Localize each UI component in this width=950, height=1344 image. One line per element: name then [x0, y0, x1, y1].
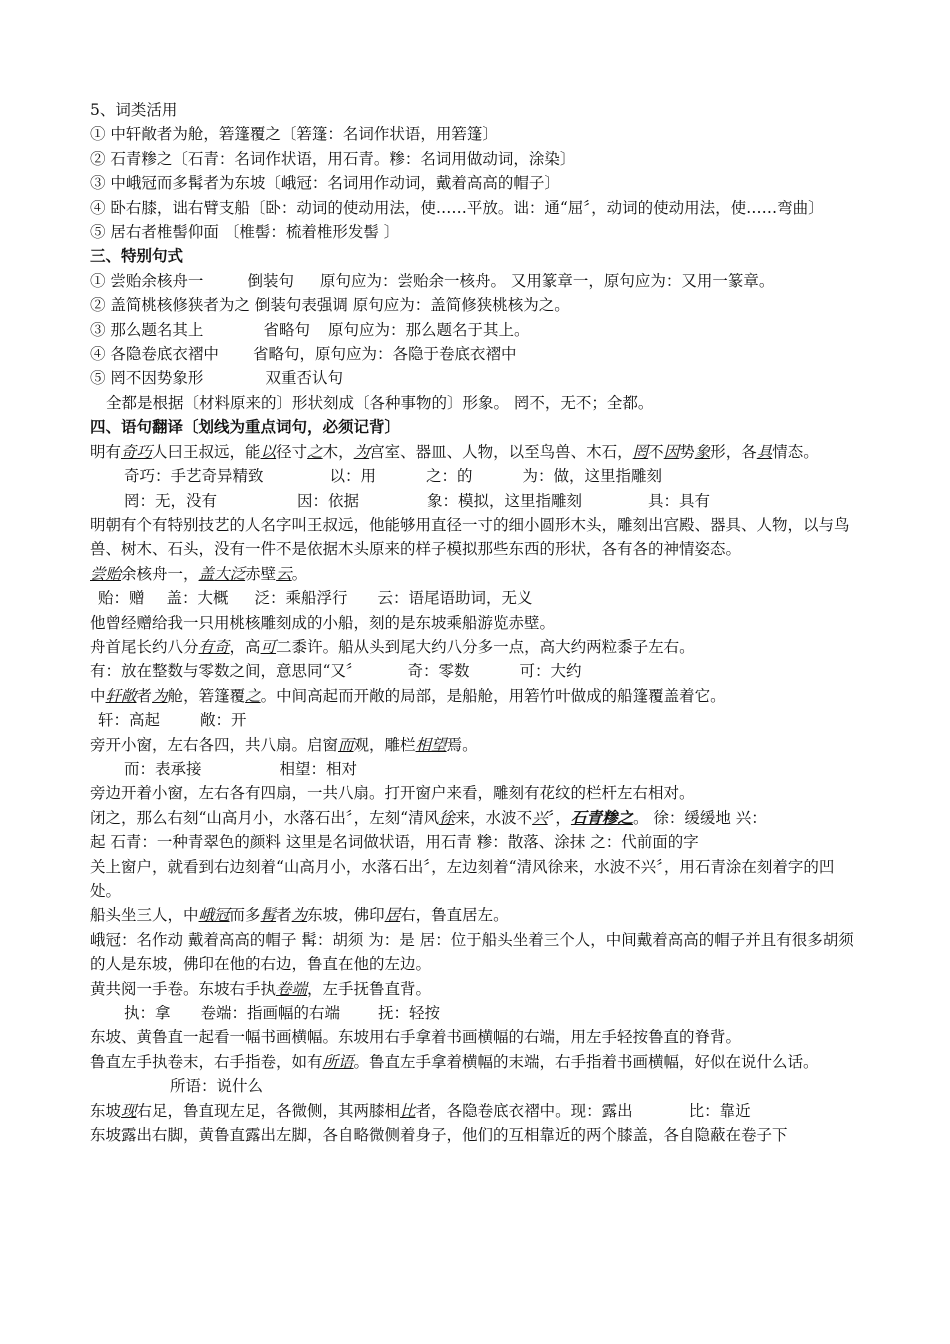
text-span: 敞：开 [200, 711, 247, 730]
text-span: 罔 [632, 442, 649, 461]
text-span: 者 [276, 906, 292, 925]
text-span: 之 [245, 686, 261, 705]
s3-line-5 [90, 366, 865, 390]
text-span: 者，各隐卷底衣褶中。现：露出 [415, 1101, 633, 1120]
s4-sentence-10 [90, 1099, 865, 1123]
text-span: 明有 [90, 442, 122, 461]
section-4-title: 四、语句翻译〔划线为重点词句，必须记背〕 [90, 417, 401, 437]
text-span: 轩敞 [105, 686, 137, 705]
text-span: 奇巧 [121, 442, 153, 461]
text-span: 徐 [439, 808, 455, 827]
s4-sentence-5 [90, 733, 865, 757]
text-span: 具 [756, 442, 773, 461]
text-span: 峨冠 [198, 906, 230, 925]
text-span: 泛 [229, 564, 246, 583]
text-span: 形，各 [710, 442, 757, 461]
text-span: 径寸 [276, 442, 308, 461]
section-5-title: 5、词类活用 [90, 101, 178, 119]
text-span: 盖 [198, 564, 215, 583]
text-span: 不 [648, 442, 664, 461]
s4-translation-6: 东坡露出右脚，黄鲁直露出左脚，各自略微侧着身子，他们的互相靠近的两个膝盖，各自隐蔽在卷子下 [90, 1126, 788, 1145]
s3-l3-type: 省略句 [263, 320, 310, 339]
text-span: 右足，鲁直现左足，各微侧，其两膝相 [136, 1101, 401, 1120]
s4-sentence-3 [90, 635, 865, 659]
text-span: 轩：高起 [98, 711, 161, 730]
s3-l5-sentence: ⑤ 罔不因势象形 [90, 369, 204, 388]
s4-sentence-2 [90, 562, 865, 586]
text-span: 舟首尾长约八分 [90, 637, 199, 656]
text-span: 。 [291, 564, 308, 583]
text-span: 焉。 [446, 735, 478, 754]
text-span: 居 [384, 906, 401, 925]
text-span: 有奇 [198, 637, 230, 656]
text-span: 可 [260, 637, 277, 656]
document-page [90, 98, 865, 1147]
s4-notes-2 [90, 489, 865, 513]
s3-line-4 [90, 342, 865, 366]
text-span: 卷端：指画幅的右端 [200, 1004, 341, 1023]
text-span: 抚：轻按 [378, 1004, 441, 1023]
text-span: 象 [694, 442, 711, 461]
s3-l1-sentence: ① 尝贻余核舟一 [90, 271, 204, 290]
text-span: 以：用 [329, 467, 377, 486]
text-span: 右，鲁直居左。 [400, 906, 509, 925]
text-span: 泛：乘船浮行 [254, 589, 348, 608]
s4-sentence-6 [90, 806, 865, 830]
text-span: 奇巧：手艺奇异精致 [124, 467, 264, 486]
text-span: 闭之，那么右刻“山高月小，水落石出〞，左刻“清风 [90, 808, 440, 827]
text-span: 髯 [260, 906, 277, 925]
text-span: 势 [679, 442, 695, 461]
text-span: 比：靠近 [688, 1101, 751, 1120]
s4-sentence-1 [90, 440, 865, 464]
text-span: 所语 [322, 1052, 354, 1071]
s3-l1-type: 倒装句 [247, 271, 294, 290]
s3-line-2: ② 盖简桃核修狭者为之 倒装句表强调 原句应为：盖简修狭桃核为之。 [90, 296, 570, 315]
s3-l5-type: 双重否认句 [265, 369, 343, 388]
s4-notes-10: 所语：说什么 [170, 1077, 264, 1096]
text-span: 木， [322, 442, 354, 461]
text-span: 尝 [90, 564, 106, 583]
text-span: 观，雕栏 [353, 735, 416, 754]
text-span: 东坡，佛印 [307, 906, 385, 925]
text-span: 兴 [532, 808, 548, 827]
text-span: 糁之 [601, 807, 633, 827]
s4-notes-7: 起 石青：一种青翠色的颜料 这里是名词做状语，用石青 糁：散落、涂抹 之：代前面的字 [90, 833, 699, 852]
s5-line-5: ⑤ 居右者椎髻仰面 〔椎髻：梳着椎形发髻 〕 [90, 223, 400, 242]
s3-l3-note: 原句应为：那么题名于其上。 [327, 320, 530, 339]
s4-sentence-9 [90, 1050, 865, 1074]
s4-translation-4: 关上窗户，就看到右边刻着“山高月小，水落石出〞，左边刻着“清风徐来，水波不兴〞，用石青涂在刻着字的凹处。 [90, 857, 835, 900]
s4-translation-3: 旁边开着小窗，左右各有四扇，一共八扇。打开窗户来看，雕刻有花纹的栏杆左右相对。 [90, 784, 695, 803]
s4-sentence-8 [90, 977, 865, 1001]
s3-l4-sentence: ④ 各隐卷底衣褶中 [90, 345, 219, 364]
text-span: 舱，箬篷覆 [167, 686, 246, 705]
s4-notes-9 [90, 1001, 865, 1025]
text-span: 相望 [415, 735, 447, 754]
text-span: 云 [276, 564, 292, 583]
text-span: 船头坐三人，中 [90, 906, 199, 925]
text-span: 罔：无，没有 [124, 491, 218, 510]
s5-line-4: ④ 卧右膝，诎右臂支船〔卧：动词的使动用法，使……平放。诎：通“屈〞，动词的使动用法，使……弯曲〕 [90, 198, 824, 217]
text-span: 人曰王叔远，能 [152, 442, 261, 461]
s3-l1-note: 原句应为：尝贻余一核舟。 又用篆章一，原句应为：又用一篆章。 [319, 271, 775, 290]
text-span: 情态。 [772, 442, 819, 461]
s5-line-1: ① 中轩敞者为舱，箬篷覆之〔箬篷：名词作状语，用箬篷〕 [90, 125, 498, 144]
text-span: 现 [121, 1101, 137, 1120]
text-span: 为 [152, 686, 168, 705]
s3-line-1 [90, 269, 865, 293]
s4-translation-5: 东坡、黄鲁直一起看一幅书画横幅。东坡用右手拿着书画横幅的右端，用左手轻按鲁直的脊背。 [90, 1028, 742, 1047]
s4-notes-5 [90, 708, 865, 732]
text-span: 可：大约 [519, 662, 582, 681]
text-span: 云：语尾语助词，无义 [377, 589, 533, 608]
text-span: 象：模拟，这里指雕刻 [427, 491, 583, 510]
s4-notes-3 [90, 586, 865, 610]
text-span: 之：的 [426, 467, 473, 486]
s4-notes-4 [90, 659, 865, 683]
s4-sentence-4 [90, 684, 865, 708]
text-span: 鲁直左手执卷末，右手指卷，如有 [90, 1052, 323, 1071]
text-span: 者 [136, 686, 153, 705]
text-span: 而：表承接 [124, 759, 202, 778]
text-span: 宫室、器皿、人物，以至鸟兽、木石， [369, 442, 633, 461]
text-span: 〞， [547, 808, 571, 827]
text-span: 比 [400, 1101, 416, 1120]
s3-l3-sentence: ③ 那么题名其上 [90, 320, 204, 339]
text-span: 为 [291, 906, 308, 925]
text-span: 大 [214, 564, 230, 583]
text-span: 。鲁直左手拿着横幅的末端，右手指着书画横幅，好似在说什么话。 [353, 1052, 819, 1071]
text-span: 为：做，这里指雕刻 [522, 467, 663, 486]
text-span: 奇：零数 [407, 662, 470, 681]
text-span: 二黍许。船从头到尾大约八分多一点，高大约两粒黍子左右。 [276, 637, 695, 656]
s4-notes-1 [90, 464, 865, 488]
text-span: 因：依据 [297, 491, 360, 510]
text-span: 而多 [229, 906, 261, 925]
text-span: 以 [260, 442, 277, 461]
text-span: 为 [353, 442, 370, 461]
text-span: 。中间高起而开敞的局部，是船舱，用箬竹叶做成的船篷覆盖着它。 [260, 686, 726, 705]
s4-notes-6 [90, 757, 865, 781]
s5-line-2: ② 石青糁之〔石青：名词作状语，用石青。糁：名词用做动词，涂染〕 [90, 149, 576, 168]
text-span: 相望：相对 [279, 759, 358, 778]
text-span: 旁开小窗，左右各四，共八扇。启窗 [90, 735, 339, 754]
s3-line-6: 全都是根据〔材料原来的〕形状刻成〔各种事物的〕形象。 罔不，无不；全都。 [106, 393, 654, 412]
text-span: 而 [338, 735, 354, 754]
text-span: 具：具有 [648, 491, 711, 510]
text-span: 卷端 [276, 979, 308, 998]
text-span: ，高 [229, 637, 261, 656]
text-span: 赤壁 [245, 564, 277, 583]
s4-translation-2: 他曾经赠给我一只用桃核雕刻成的小船，刻的是东坡乘船游览赤壁。 [90, 613, 556, 632]
section-3-title: 三、特别句式 [90, 246, 184, 266]
text-span: 来，水波不 [454, 808, 533, 827]
text-span: 执：拿 [124, 1004, 171, 1023]
text-span: 盖：大概 [166, 589, 229, 608]
text-span: 石青 [570, 807, 602, 827]
s5-line-3: ③ 中峨冠而多髯者为东坡〔峨冠：名词用作动词，戴着高高的帽子〕 [90, 174, 560, 193]
text-span: 贻 [105, 564, 122, 583]
s3-line-3 [90, 318, 865, 342]
s4-translation-1: 明朝有个有特别技艺的人名字叫王叔远，他能够用直径一寸的细小圆形木头，雕刻出宫殿、器具、人物，以与鸟兽、树木、石头，没有一件不是依据木头原来的样子模拟那些东西的形状，各有各的神情姿态。 [90, 515, 850, 559]
text-span: 东坡 [90, 1101, 122, 1120]
s4-notes-8: 峨冠：名作动 戴着高高的帽子 髯：胡须 为：是 居：位于船头坐着三个人，中间戴着高高的帽子并且有很多胡须的人是东坡，佛印在他的右边，鲁直在他的左边。 [90, 930, 854, 974]
text-span: 余核舟一， [121, 564, 199, 583]
text-span: 之 [307, 442, 323, 461]
text-span: 贻：赠 [98, 589, 145, 608]
text-span: 中 [90, 686, 106, 705]
text-span: 因 [663, 442, 680, 461]
s3-l4-note: 省略句，原句应为：各隐于卷底衣褶中 [252, 345, 517, 364]
text-span: 。 徐：缓缓地 兴： [632, 808, 767, 827]
text-span: ，左手抚鲁直背。 [307, 979, 432, 998]
text-span: 黄共阅一手卷。东坡右手执 [90, 979, 277, 998]
s4-sentence-7 [90, 903, 865, 927]
text-span: 有：放在整数与零数之间，意思同“又〞 [90, 662, 362, 681]
